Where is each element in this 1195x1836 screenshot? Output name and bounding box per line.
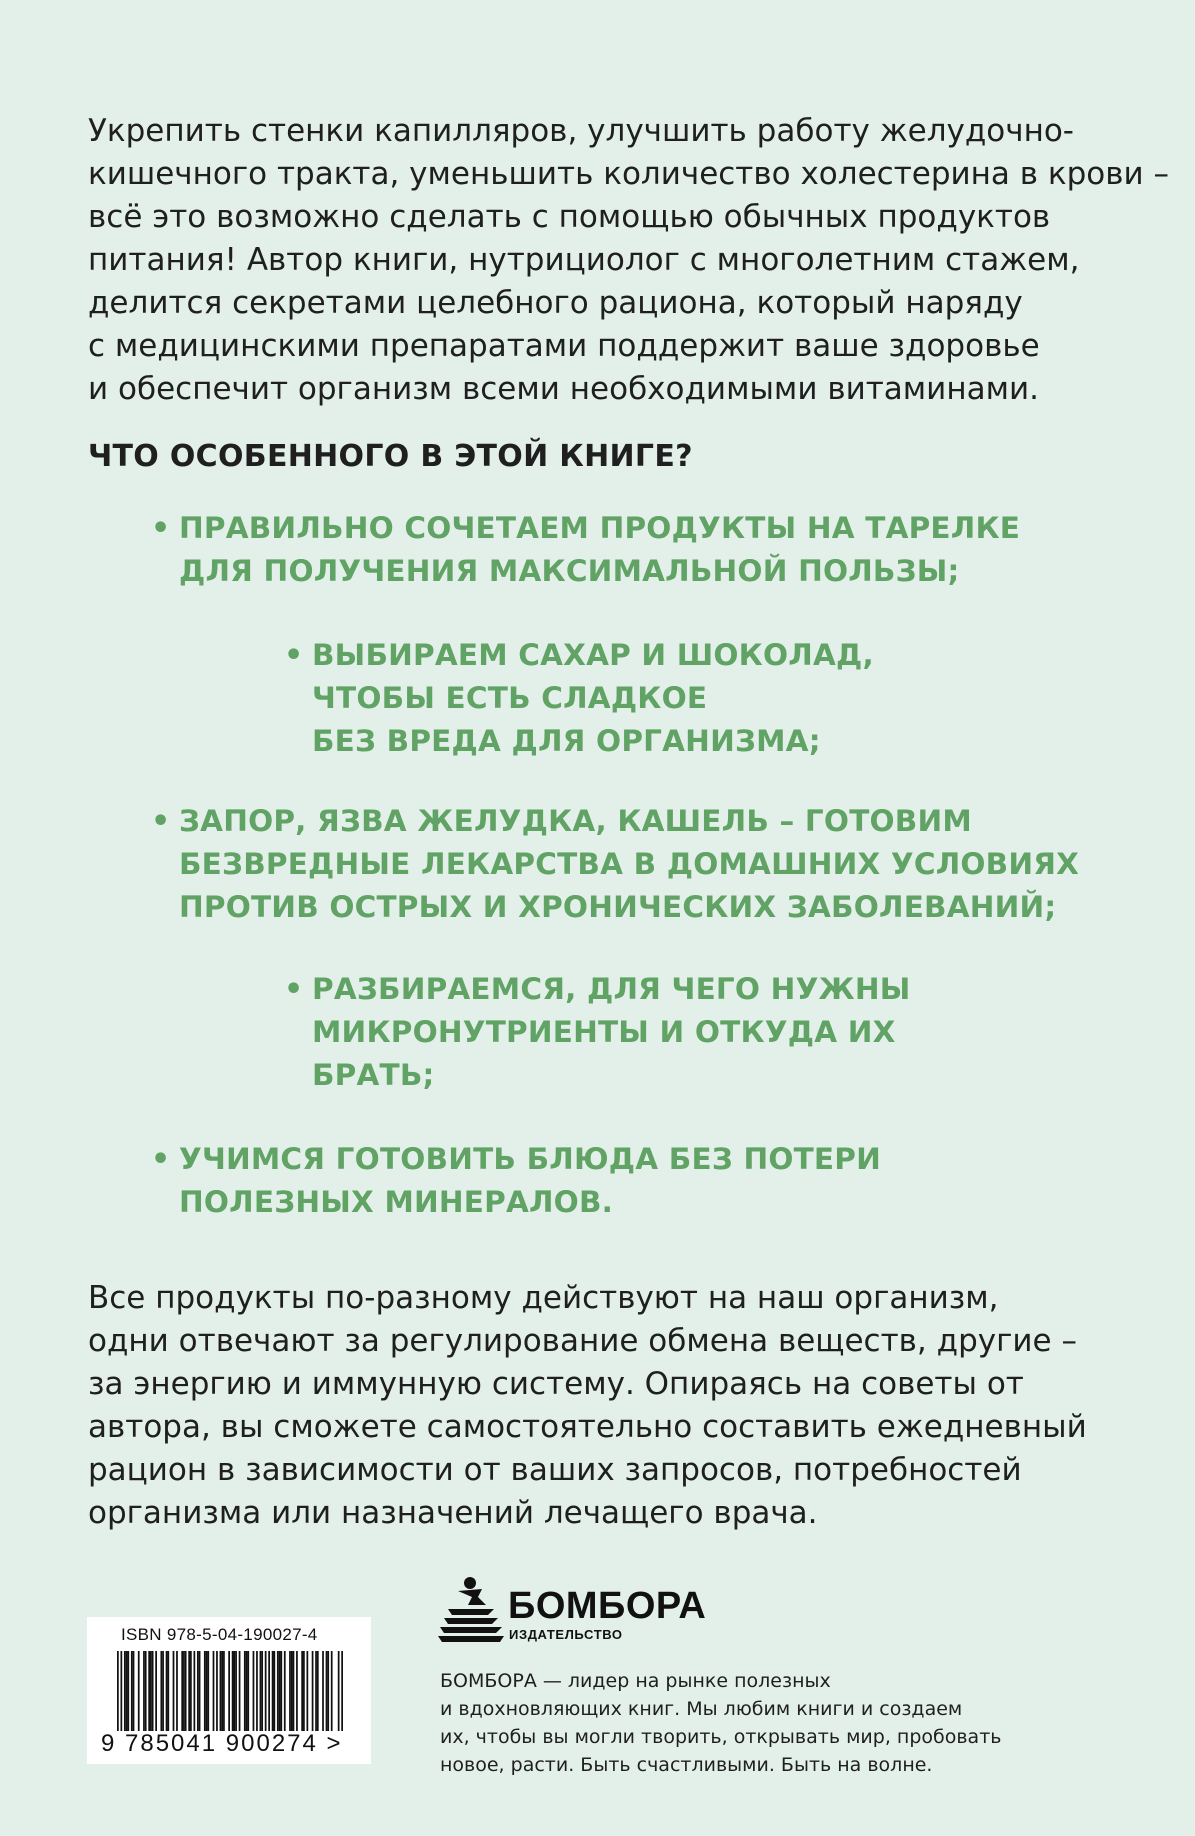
barcode-bar — [239, 1651, 241, 1731]
barcode-bar — [181, 1651, 183, 1731]
publisher-logo — [438, 1575, 707, 1645]
outro-line: одни отвечают за регулирование обмена веществ, другие – — [88, 1323, 1077, 1359]
intro-line: и обеспечит организм всеми необходимыми витаминами. — [88, 371, 1039, 407]
barcode-bar — [265, 1651, 267, 1731]
barcode-bar — [199, 1651, 201, 1731]
blurb-line: их, чтобы вы могли творить, открывать мир, пробовать — [440, 1726, 1002, 1748]
barcode-bar — [117, 1651, 119, 1731]
barcode-bar — [293, 1651, 295, 1731]
barcode-bar — [273, 1651, 275, 1731]
barcode-bar — [155, 1651, 157, 1731]
bullet-icon: • — [151, 804, 171, 839]
barcode-bar — [166, 1651, 168, 1731]
barcode-bar — [220, 1651, 222, 1731]
barcode-bar — [176, 1651, 178, 1731]
intro-line: Укрепить стенки капилляров, улучшить работу желудочно- — [88, 113, 1074, 149]
barcode-bar — [193, 1651, 195, 1731]
blurb-line: БОМБОРА — лидер на рынке полезных — [440, 1670, 831, 1692]
barcode-bar — [207, 1651, 209, 1731]
barcode-bar — [289, 1651, 291, 1731]
barcode-bar — [233, 1651, 235, 1731]
barcode-bar — [148, 1651, 150, 1731]
barcode-bar — [160, 1651, 162, 1731]
barcode-bar — [326, 1651, 328, 1731]
barcode-bar — [235, 1651, 237, 1731]
barcode-bar — [268, 1651, 270, 1731]
barcode-bar — [244, 1651, 246, 1731]
intro-line: кишечного тракта, уменьшить количество холестерина в крови – — [88, 156, 1170, 192]
barcode-bar — [312, 1651, 314, 1731]
barcode-bar — [133, 1651, 135, 1731]
barcode-bar — [296, 1651, 298, 1731]
feature-line: БРАТЬ; — [312, 1058, 435, 1092]
outro-line: за энергию и иммунную систему. Опираясь на советы от — [88, 1366, 1024, 1402]
blurb-line: и вдохновляющих книг. Мы любим книги и создаем — [440, 1698, 963, 1720]
barcode-bar — [152, 1651, 154, 1731]
bullet-icon: • — [151, 511, 171, 546]
barcode-bar — [338, 1651, 340, 1731]
feature-line: ПОЛЕЗНЫХ МИНЕРАЛОВ. — [179, 1185, 614, 1219]
feature-item — [151, 1138, 881, 1224]
barcode-bar — [204, 1651, 206, 1731]
barcode-bar — [322, 1651, 324, 1731]
barcode-bar — [190, 1651, 192, 1731]
barcode-bar — [315, 1651, 317, 1731]
barcode-bar — [150, 1651, 152, 1731]
barcode-bar — [216, 1651, 218, 1731]
feature-line: ЧТОБЫ ЕСТЬ СЛАДКОЕ — [312, 681, 708, 715]
feature-line: БЕЗВРЕДНЫЕ ЛЕКАРСТВА В ДОМАШНИХ УСЛОВИЯХ — [179, 847, 1080, 881]
intro-line: питания! Автор книги, нутрициолог с многолетним стажем, — [88, 242, 1080, 278]
barcode-bar — [261, 1651, 263, 1731]
barcode-bar — [246, 1651, 248, 1731]
barcode-bar — [331, 1651, 333, 1731]
feature-line: ЗАПОР, ЯЗВА ЖЕЛУДКА, КАШЕЛЬ – ГОТОВИМ — [179, 804, 972, 838]
barcode-bar — [279, 1651, 281, 1731]
feature-line: ДЛЯ ПОЛУЧЕНИЯ МАКСИМАЛЬНОЙ ПОЛЬЗЫ; — [179, 554, 960, 588]
barcode-bar — [223, 1651, 225, 1731]
outro-paragraph — [88, 1277, 1118, 1535]
publisher-blurb — [440, 1667, 1040, 1779]
barcode-bar — [126, 1651, 128, 1731]
barcode-bar — [183, 1651, 185, 1731]
blurb-line: новое, расти. Быть счастливыми. Быть на волне. — [440, 1754, 933, 1776]
barcode-bar — [260, 1651, 262, 1731]
outro-line: рацион в зависимости от ваших запросов, потребностей — [88, 1452, 1022, 1488]
outro-line: организма или назначений лечащего врача. — [88, 1495, 818, 1531]
feature-line: ПРОТИВ ОСТРЫХ И ХРОНИЧЕСКИХ ЗАБОЛЕВАНИЙ; — [179, 890, 1057, 924]
barcode-bar — [327, 1651, 329, 1731]
barcode-bar — [167, 1651, 169, 1731]
barcode-bar — [232, 1651, 234, 1731]
barcode-bar — [284, 1651, 286, 1731]
barcode-bar — [197, 1651, 199, 1731]
intro-paragraph — [88, 110, 1170, 411]
barcode-bar — [306, 1651, 308, 1731]
barcode-bar — [206, 1651, 208, 1731]
feature-line: РАЗБИРАЕМСЯ, ДЛЯ ЧЕГО НУЖНЫ — [312, 972, 911, 1006]
feature-line: УЧИМСЯ ГОТОВИТЬ БЛЮДА БЕЗ ПОТЕРИ — [179, 1142, 881, 1176]
barcode-digits: 9 785041 900274 > — [101, 1730, 343, 1757]
barcode-bar — [317, 1651, 319, 1731]
publisher-subtitle: ИЗДАТЕЛЬСТВО — [509, 1627, 623, 1642]
barcode-bar — [145, 1651, 147, 1731]
outro-line: Все продукты по-разному действуют на наш организм, — [88, 1280, 999, 1316]
bombora-logo-icon — [438, 1575, 504, 1643]
feature-item — [284, 968, 911, 1097]
barcode-bar — [280, 1651, 282, 1731]
intro-line: всё это возможно сделать с помощью обычных продуктов — [88, 199, 1051, 235]
feature-line: БЕЗ ВРЕДА ДЛЯ ОРГАНИЗМА; — [312, 724, 821, 758]
barcode-bar — [138, 1651, 140, 1731]
barcode-bar — [124, 1651, 126, 1731]
barcode-bar — [277, 1651, 279, 1731]
barcode-bar — [185, 1651, 187, 1731]
feature-item — [284, 634, 874, 763]
barcode-bar — [131, 1651, 133, 1731]
barcode-bar — [247, 1651, 249, 1731]
feature-line: МИКРОНУТРИЕНТЫ И ОТКУДА ИХ — [312, 1015, 896, 1049]
barcode-bar — [221, 1651, 223, 1731]
barcode-bar — [162, 1651, 164, 1731]
features-heading: ЧТО ОСОБЕННОГО В ЭТОЙ КНИГЕ? — [88, 439, 693, 474]
barcode-bar — [301, 1651, 303, 1731]
isbn-label: ISBN 978-5-04-190027-4 — [121, 1625, 318, 1644]
barcode-bar — [127, 1651, 129, 1731]
feature-line: ПРАВИЛЬНО СОЧЕТАЕМ ПРОДУКТЫ НА ТАРЕЛКЕ — [179, 511, 1021, 545]
bullet-icon: • — [284, 972, 304, 1007]
outro-line: автора, вы сможете самостоятельно составить ежедневный — [88, 1409, 1087, 1445]
intro-line: с медицинскими препаратами поддержит ваше здоровье — [88, 328, 1040, 364]
barcode-bar — [143, 1651, 145, 1731]
barcode-bar — [213, 1651, 215, 1731]
barcode-bar — [253, 1651, 255, 1731]
barcode-bar — [173, 1651, 175, 1731]
barcode-bar — [256, 1651, 258, 1731]
publisher-name: БОМБОРА — [508, 1585, 707, 1627]
barcode-bar — [272, 1651, 274, 1731]
barcode-bar — [303, 1651, 305, 1731]
barcode-bar — [188, 1651, 190, 1731]
isbn-barcode — [87, 1617, 371, 1764]
barcode-bar — [120, 1651, 122, 1731]
feature-item — [151, 507, 1021, 593]
feature-line: ВЫБИРАЕМ САХАР И ШОКОЛАД, — [312, 638, 874, 672]
bullet-icon: • — [284, 638, 304, 673]
barcode-bar — [228, 1651, 230, 1731]
barcode-bar — [291, 1651, 293, 1731]
barcode-bars — [117, 1651, 343, 1731]
barcode-bar — [341, 1651, 343, 1731]
feature-item — [151, 800, 1080, 929]
intro-line: делится секретами целебного рациона, который наряду — [88, 285, 1023, 321]
bullet-icon: • — [151, 1142, 171, 1177]
